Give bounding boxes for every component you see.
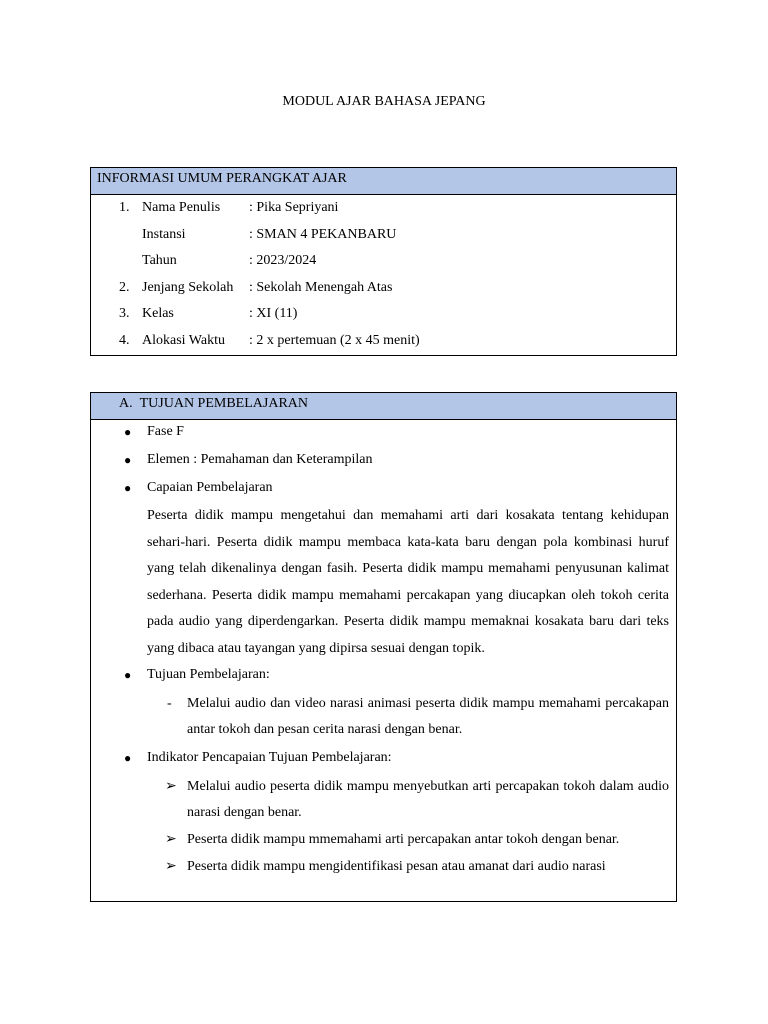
info-row-label: Kelas — [142, 306, 174, 321]
info-row-institution — [91, 224, 676, 251]
learning-objectives-table — [90, 392, 677, 902]
arrow-bullet-icon: ➢ — [165, 778, 177, 794]
list-item-elemen — [91, 448, 676, 476]
list-item-indikator — [91, 746, 676, 774]
list-item-tujuan — [91, 663, 676, 691]
info-row-number: 2. — [119, 279, 130, 295]
info-row-class — [91, 303, 676, 330]
info-row-author — [91, 197, 676, 224]
info-row-value: : XI (11) — [249, 306, 298, 321]
fase-text: Fase F — [147, 424, 184, 439]
indikator-label: Indikator Pencapaian Tujuan Pembelajaran: — [147, 749, 392, 765]
elemen-text: Elemen : Pemahaman dan Keterampilan — [147, 452, 373, 467]
indikator-item — [91, 774, 676, 827]
bullet-icon: ● — [124, 481, 132, 495]
info-row-value: : SMAN 4 PEKANBARU — [249, 226, 397, 242]
info-row-school-level — [91, 277, 676, 304]
bullet-icon: ● — [124, 750, 132, 765]
indikator-item — [91, 854, 676, 881]
info-row-label: Jenjang Sekolah — [142, 279, 234, 295]
capaian-label: Capaian Pembelajaran — [147, 480, 273, 495]
info-row-label: Instansi — [142, 226, 186, 242]
indikator-item-text: Peserta didik mampu mmemahami arti percapakan antar tokoh dengan benar. — [187, 831, 620, 847]
general-info-table — [90, 167, 677, 356]
bullet-icon: ● — [124, 453, 132, 467]
indikator-item-text: Melalui audio peserta didik mampu menyebutkan arti percapakan tokoh dalam audio narasi dengan benar. — [187, 778, 669, 821]
arrow-bullet-icon: ➢ — [165, 858, 177, 874]
info-row-number: 4. — [119, 332, 130, 348]
info-row-value: : Sekolah Menengah Atas — [249, 279, 393, 295]
info-row-number: 1. — [119, 200, 130, 215]
info-row-label: Alokasi Waktu — [142, 332, 225, 348]
info-row-value: : 2 x pertemuan (2 x 45 menit) — [249, 332, 420, 348]
list-item-capaian — [91, 476, 676, 504]
list-item-fase — [91, 420, 676, 448]
info-row-label: Tahun — [142, 253, 177, 268]
info-row-number: 3. — [119, 306, 130, 321]
bullet-icon: ● — [124, 425, 132, 439]
tujuan-item-text: Melalui audio dan video narasi animasi peserta didik mampu memahami percakapan antar tokoh dan pesan cerita narasi dengan benar. — [187, 695, 669, 738]
learning-objectives-content — [91, 420, 676, 880]
learning-objectives-header: A. TUJUAN PEMBELAJARAN — [91, 393, 676, 420]
general-info-header: INFORMASI UMUM PERANGKAT AJAR — [91, 168, 676, 195]
tujuan-label: Tujuan Pembelajaran: — [147, 666, 270, 682]
info-row-value: : Pika Sepriyani — [249, 200, 339, 215]
indikator-item-text: Peserta didik mampu mengidentifikasi pesan atau amanat dari audio narasi — [187, 858, 606, 874]
indikator-item — [91, 827, 676, 854]
info-row-value: : 2023/2024 — [249, 253, 317, 268]
bullet-icon: ● — [124, 667, 132, 682]
arrow-bullet-icon: ➢ — [165, 831, 177, 847]
info-row-time-allocation — [91, 330, 676, 357]
info-row-year — [91, 250, 676, 277]
tujuan-item — [91, 691, 676, 744]
document-title: MODUL AJAR BAHASA JEPANG — [282, 94, 486, 109]
general-info-rows — [91, 195, 676, 356]
capaian-paragraph: Peserta didik mampu mengetahui dan memahami arti dari kosakata tentang kehidupan sehari-hari. Peserta didik mampu membaca kata-kata baru dengan pola kombinasi huruf yang telah dikenalinya dengan fasih. Peserta didik mampu memahami penyusunan kalimat sederhana. Peserta didik mampu memahami percakapan yang diucapkan oleh tokoh cerita pada audio yang diperdengarkan. Peserta didik mampu memaknai kosakata baru dari teks yang dibaca atau tayangan yang dipirsa sesuai dengan topik. — [147, 508, 669, 656]
info-row-label: Nama Penulis — [142, 200, 221, 215]
dash-marker: - — [167, 695, 172, 711]
